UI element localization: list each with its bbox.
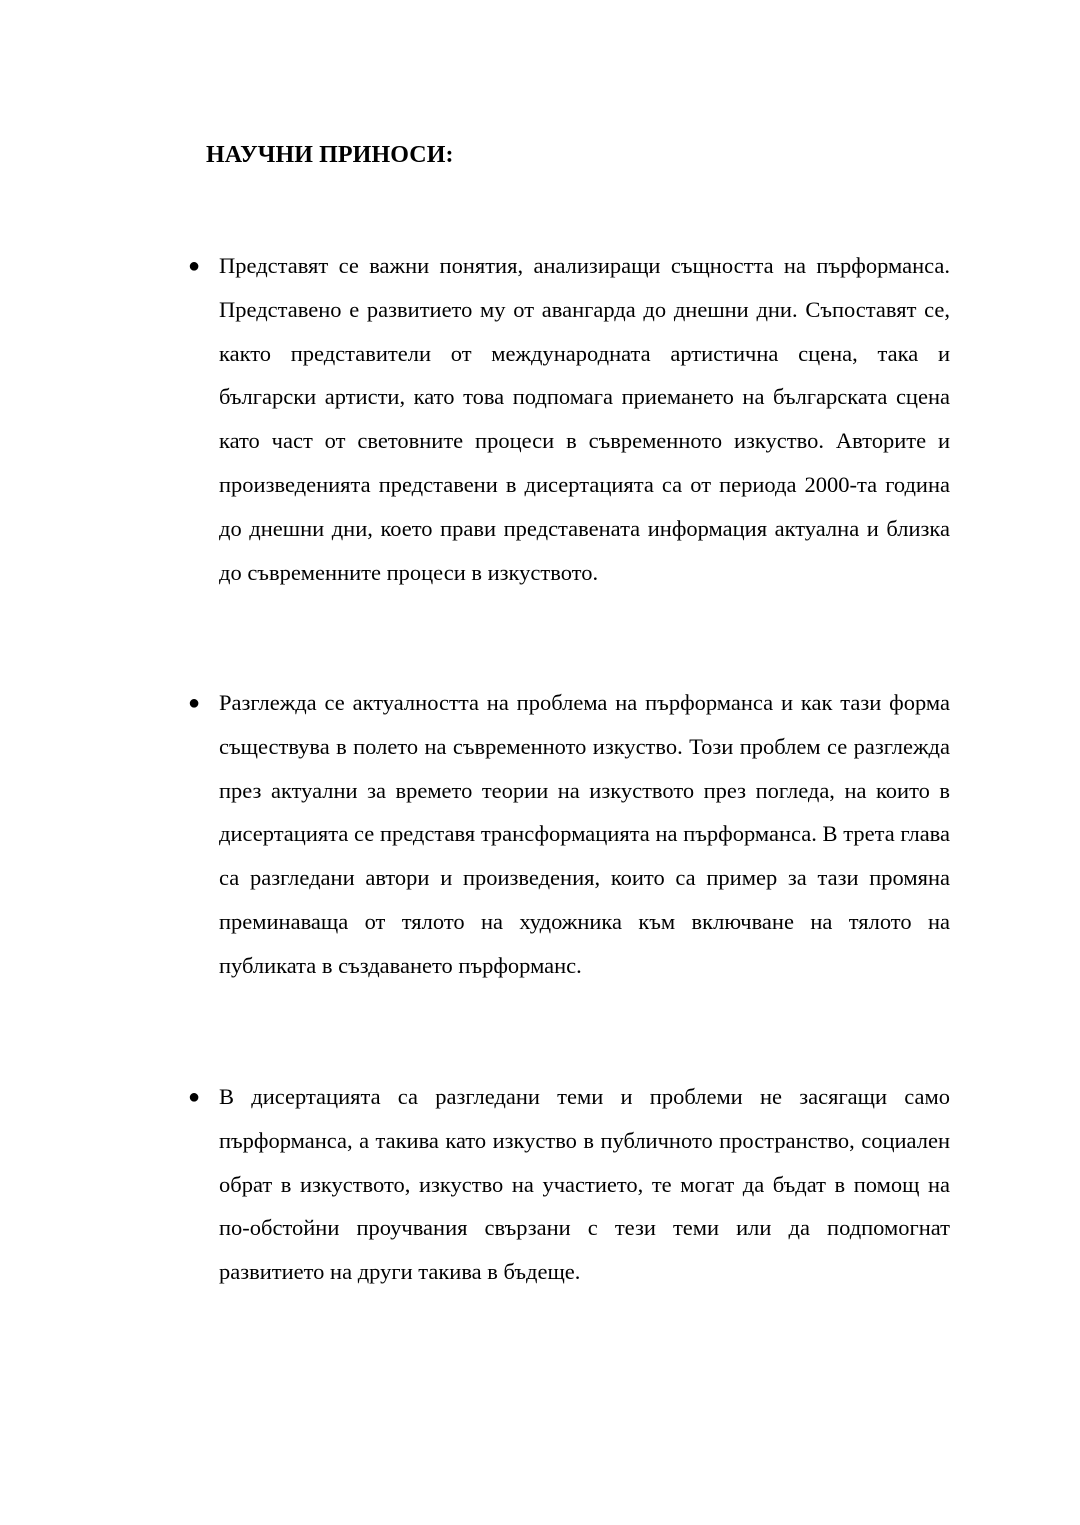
section-heading: НАУЧНИ ПРИНОСИ: bbox=[206, 142, 454, 168]
bullet-icon: ● bbox=[188, 692, 201, 714]
list-item-text: Разглежда се актуалността на проблема на пърформанса и как тази форма съществува в полето на съвременното изкуство. Този проблем се разглежда през актуални за времето теории на изкуството през погледа, на които в дисертацията се представя трансформацията на пърформанса. В трета глава са разгледани автори и произведения, които са пример за тази промяна преминаваща от тялото на художника към включване на тялото на публиката в създаването пърформанс. bbox=[219, 690, 950, 978]
bullet-icon: ● bbox=[188, 255, 201, 277]
list-item-text: Представят се важни понятия, анализиращи същността на пърформанса. Представено е развитието му от авангарда до днешни дни. Съпоставят се, както представители от международната артистична сцена, така и български артисти, като това подпомага приемането на българската сцена като част от световните процеси в съвременното изкуство. Авторите и произведенията представени в дисертацията са от периода 2000-та година до днешни дни, което прави представената информация актуална и близка до съвременните процеси в изкуството. bbox=[219, 253, 950, 585]
bullet-icon: ● bbox=[188, 1086, 201, 1108]
list-item-text: В дисертацията са разгледани теми и проблеми не засягащи само пърформанса, а такива като изкуство в публичното пространство, социален обрат в изкуството, изкуство на участието, те могат да бъдат в помощ на по-обстойни проучвания свързани с тези теми или да подпомогнат развитието на други такива в бъдеще. bbox=[219, 1084, 950, 1285]
